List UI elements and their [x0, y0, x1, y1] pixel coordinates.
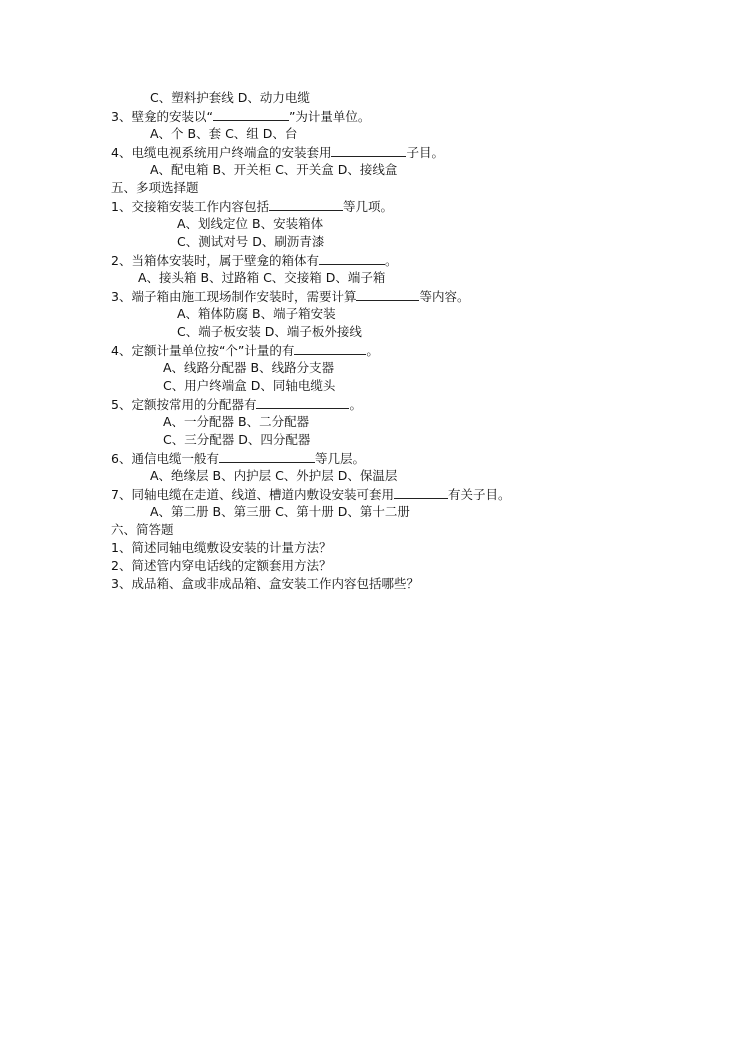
m3-options-1 [177, 305, 336, 323]
q3-options [150, 125, 297, 143]
answer-blank [394, 485, 448, 499]
text: 3、壁龛的安装以“ [111, 109, 213, 124]
text: 等内容。 [419, 289, 470, 304]
m3-line [111, 287, 469, 306]
text: A、个 B、套 C、组 D、台 [150, 126, 298, 141]
m5-line [111, 395, 362, 414]
q2-options-line [150, 89, 310, 107]
text: 等几项。 [342, 199, 393, 214]
m2-options [138, 269, 385, 287]
m6-line [111, 449, 365, 468]
m7-options [150, 503, 410, 521]
m5-options-2 [163, 431, 310, 449]
text: C、三分配器 D、四分配器 [163, 432, 311, 447]
q4-line [111, 143, 444, 162]
m4-options-2 [163, 377, 335, 395]
text: ”为计量单位。 [288, 109, 371, 124]
text: A、箱体防腐 B、端子箱安装 [177, 306, 336, 321]
text: 。 [349, 397, 362, 412]
section-5-heading [111, 179, 199, 197]
text: 1、交接箱安装工作内容包括 [111, 199, 269, 214]
answer-blank [319, 251, 385, 265]
text: 6、通信电缆一般有 [111, 451, 219, 466]
text: C、塑料护套线 D、动力电缆 [150, 90, 310, 105]
text: 7、同轴电缆在走道、线道、槽道内敷设安装可套用 [111, 487, 394, 502]
text: 2、简述管内穿电话线的定额套用方法？ [111, 558, 332, 573]
m6-options [150, 467, 397, 485]
answer-blank [331, 143, 406, 157]
m5-options-1 [163, 413, 309, 431]
text: 等几层。 [314, 451, 365, 466]
text: 六、简答题 [111, 522, 174, 537]
answer-blank [213, 107, 289, 121]
q3-line [111, 107, 370, 126]
answer-blank [269, 197, 343, 211]
text: 五、多项选择题 [111, 180, 199, 195]
text: 5、定额按常用的分配器有 [111, 397, 257, 412]
text: 4、定额计量单位按“个”计量的有 [111, 343, 295, 358]
m1-options-2 [177, 233, 324, 251]
text: 2、当箱体安装时，属于壁龛的箱体有 [111, 253, 319, 268]
text: 。 [366, 343, 379, 358]
m7-line [111, 485, 510, 504]
m3-options-2 [177, 323, 362, 341]
text: 1、简述同轴电缆敷设安装的计量方法？ [111, 540, 332, 555]
m4-line [111, 341, 379, 360]
short-answer-2 [111, 557, 331, 575]
m2-line [111, 251, 397, 270]
m1-options-1 [177, 215, 323, 233]
answer-blank [256, 395, 349, 409]
text: A、一分配器 B、二分配器 [163, 414, 310, 429]
text: 4、电缆电视系统用户终端盒的安装套用 [111, 145, 332, 160]
text: C、测试对号 D、刷沥青漆 [177, 234, 325, 249]
text: A、配电箱 B、开关柜 C、开关盒 D、接线盒 [150, 162, 398, 177]
q4-options [150, 161, 397, 179]
short-answer-1 [111, 539, 331, 557]
answer-blank [356, 287, 419, 301]
text: 有关子目。 [447, 487, 511, 502]
text: C、端子板安装 D、端子板外接线 [177, 324, 362, 339]
answer-blank [219, 449, 315, 463]
m4-options-1 [163, 359, 334, 377]
text: 。 [384, 253, 398, 268]
m1-line [111, 197, 393, 216]
text: A、接头箱 B、过路箱 C、交接箱 D、端子箱 [138, 270, 386, 285]
text: 3、端子箱由施工现场制作安装时，需要计算 [111, 289, 357, 304]
text: C、用户终端盒 D、同轴电缆头 [163, 378, 336, 393]
short-answer-3 [111, 575, 419, 593]
text: A、绝缘层 B、内护层 C、外护层 D、保温层 [150, 468, 398, 483]
text: A、第二册 B、第三册 C、第十册 D、第十二册 [150, 504, 410, 519]
text: 子目。 [406, 145, 444, 160]
text: A、划线定位 B、安装箱体 [177, 216, 324, 231]
section-6-heading [111, 521, 174, 539]
text: 3、成品箱、盒或非成品箱、盒安装工作内容包括哪些？ [111, 576, 419, 591]
text: A、线路分配器 B、线路分支器 [163, 360, 335, 375]
answer-blank [294, 341, 366, 355]
